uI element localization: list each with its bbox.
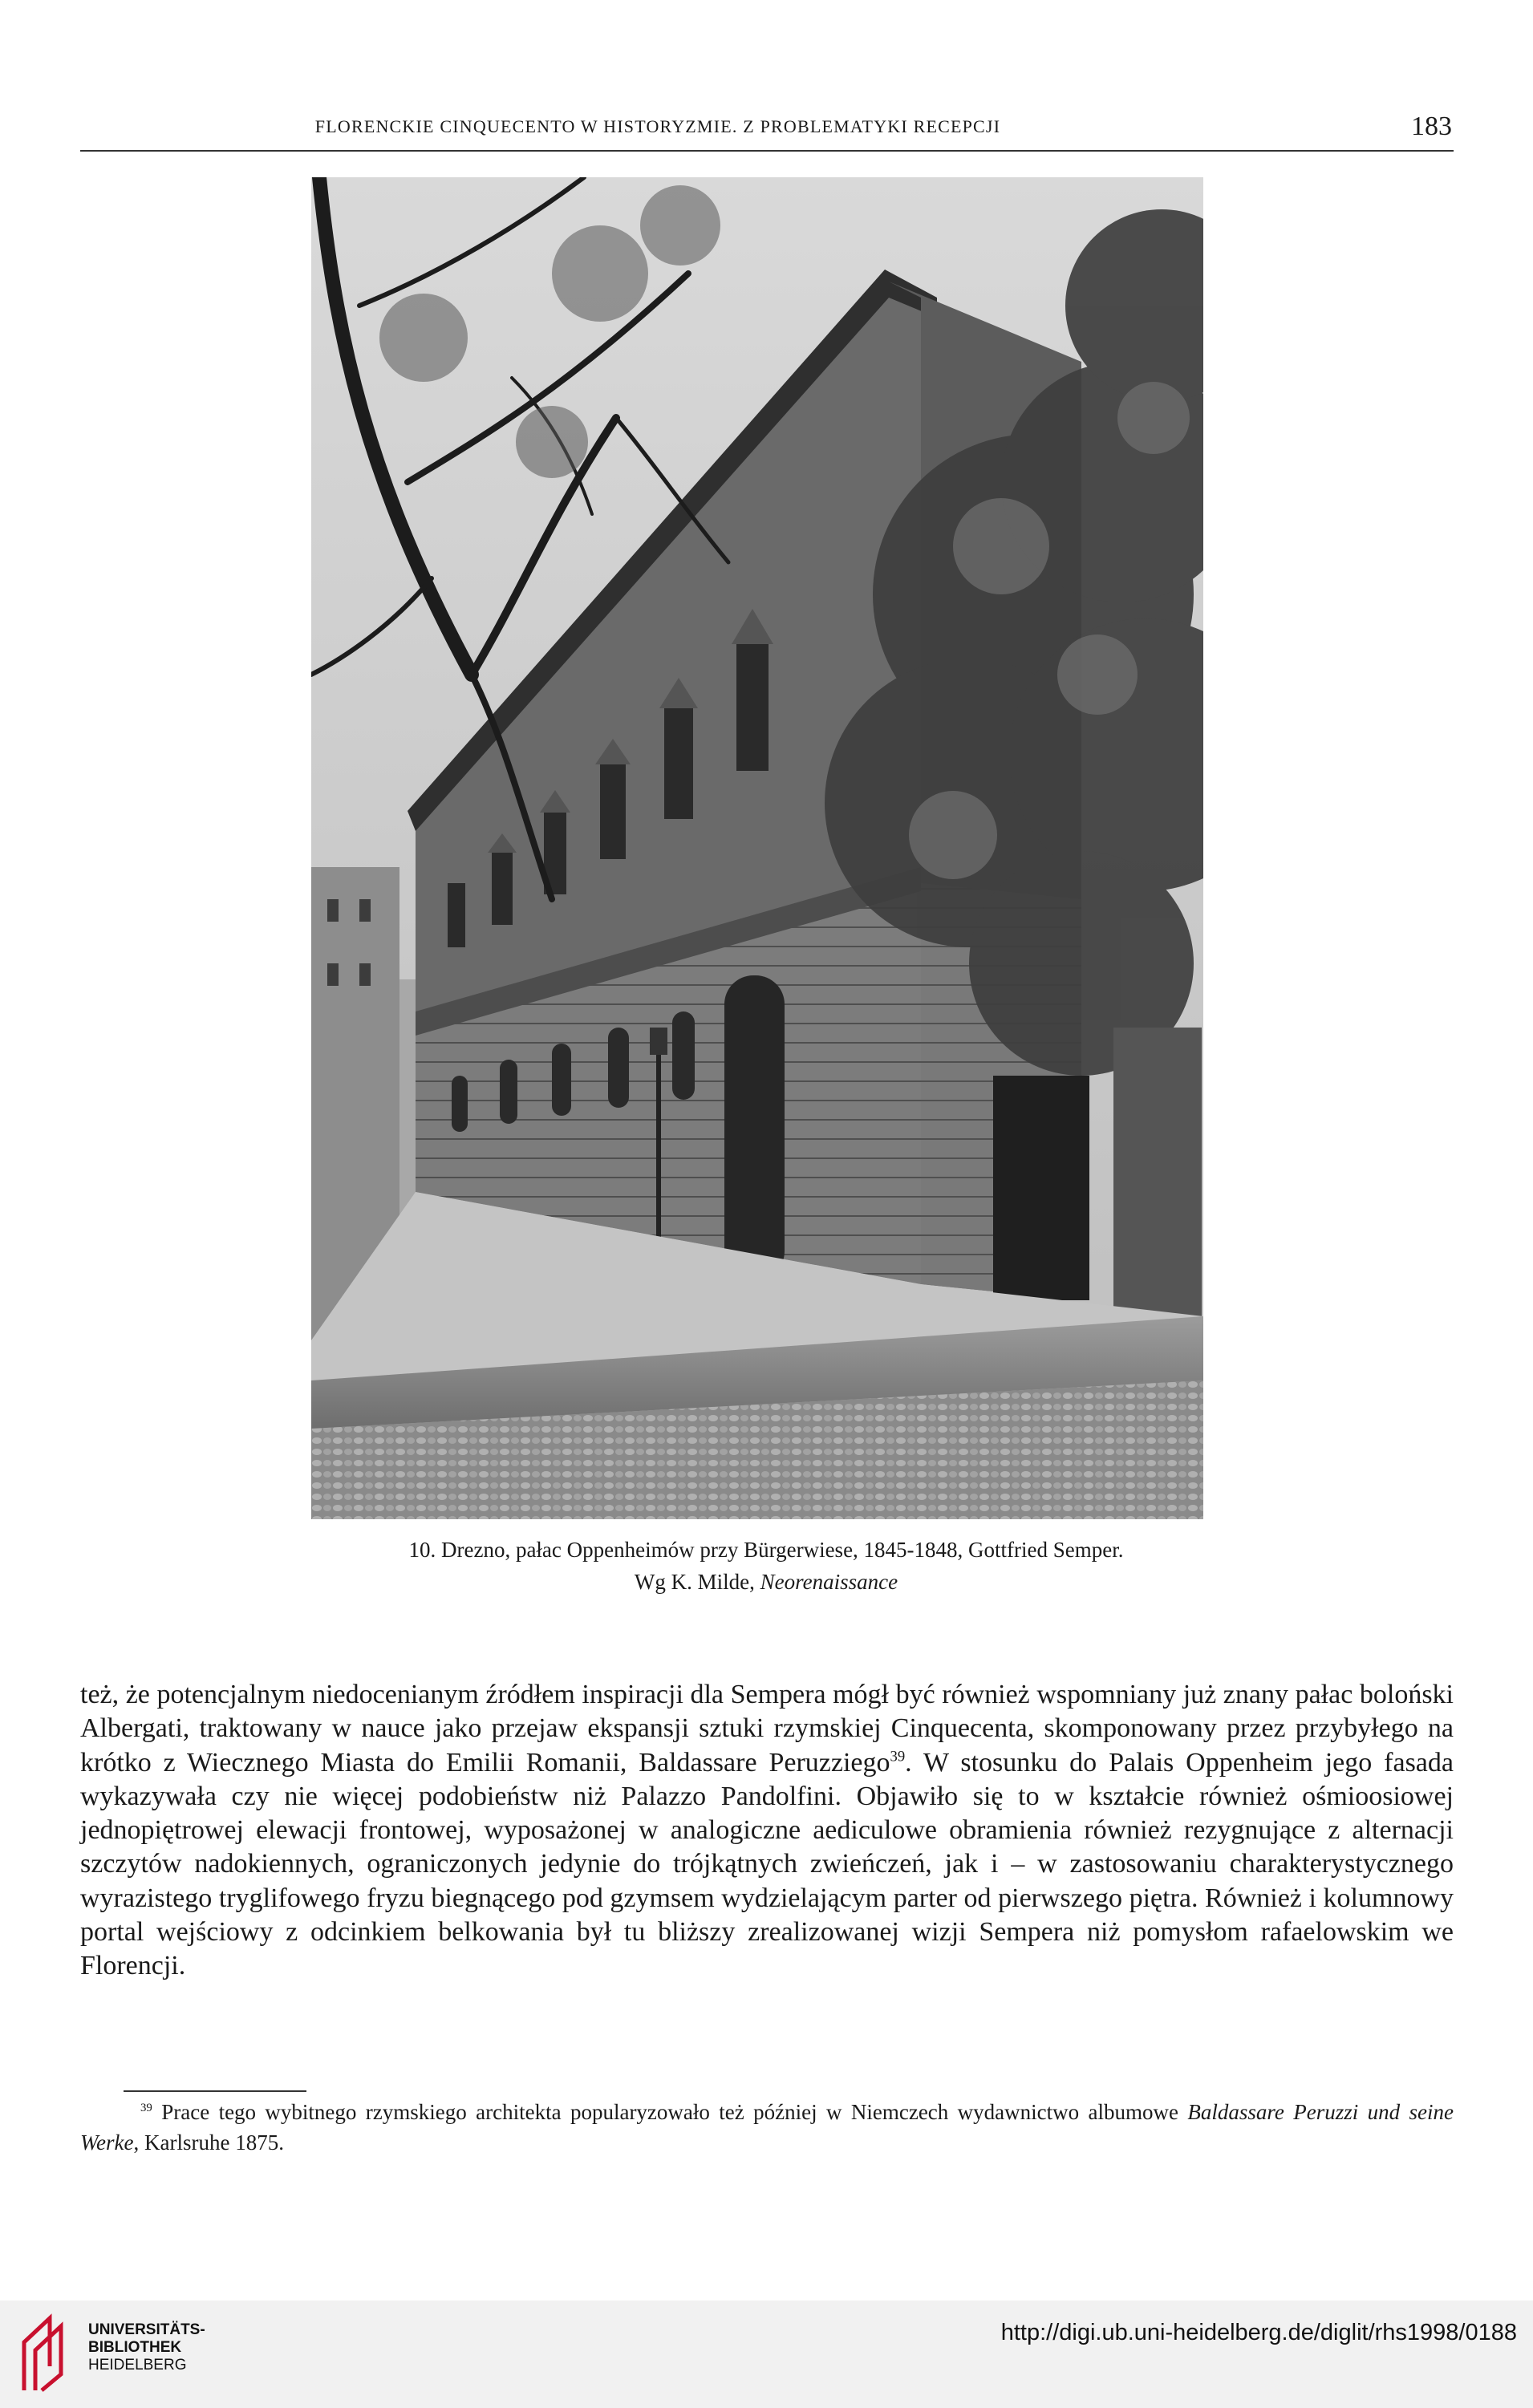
footnote-book-title: Baldassare Peruzzi und seine Werke bbox=[80, 2100, 1454, 2155]
figure-photo bbox=[311, 177, 1203, 1519]
figure-caption bbox=[241, 1534, 1292, 1598]
footnote-separator bbox=[124, 2090, 306, 2092]
footnote-number: 39 bbox=[140, 2102, 152, 2114]
body-paragraph bbox=[80, 1678, 1454, 1984]
running-header bbox=[80, 111, 1454, 152]
footnote bbox=[80, 2097, 1454, 2158]
footnote-text-part-1: Prace tego wybitnego rzymskiego architekta popularyzowało też później w Niemczech wydawnictwo albumowe bbox=[152, 2100, 1188, 2124]
running-title: FLORENCKIE CINQUECENTO W HISTORYZMIE. Z PROBLEMATYKI RECEPCJI bbox=[314, 116, 1001, 136]
library-name-line-1: UNIVERSITÄTS- bbox=[88, 2321, 205, 2338]
library-name-line-2: BIBLIOTHEK bbox=[88, 2339, 182, 2356]
source-url-link[interactable]: http://digi.ub.uni-heidelberg.de/diglit/rhs1998/0188 bbox=[1000, 2320, 1517, 2345]
caption-line-1: 10. Drezno, pałac Oppenheimów przy Bürgerwiese, 1845-1848, Gottfried Semper. bbox=[408, 1538, 1124, 1562]
body-text-part-2: . W stosunku do Palais Oppenheim jego fasada wykazywała czy nie więcej podobieństw niż Palazzo Pandolfini. Objawiło się to w kształcie również ośmioosiowej jednopiętrowej elewacji frontowej, wyposażonej w analogiczne aediculowe obramienia również rezygnujące z alternacji szczytów nadokiennych, ograniczonych jedynie do trójkątnych zwieńczeń, jak i – w zastosowaniu charakterystycznego wyrazistego tryglifowego fryzu biegnącego pod gzymsem wydzielającym parter od pierwszego piętra. Również i kolumnowy portal wejściowy z odcinkiem belkowania był tu bliższy zrealizowanej wizji Sempera niż pomysłom rafaelowskim we Florencji. bbox=[80, 1747, 1454, 1981]
footnote-text-part-2: , Karlsruhe 1875. bbox=[133, 2130, 284, 2155]
library-name bbox=[88, 2321, 205, 2374]
caption-book-title: Neorenaissance bbox=[760, 1570, 898, 1594]
body-text-part-1: też, że potencjalnym niedocenianym źródłem inspiracji dla Sempera mógł być również wspomniany już znany pałac boloński Albergati, traktowany w nauce jako przejaw ekspansji sztuki rzymskiej Cinquecenta, skomponowany przez przybyłego na krótko z Wiecznego Miasta do Emilii Romanii, Baldassare Peruzziego bbox=[80, 1680, 1454, 1778]
digitization-footer bbox=[0, 2301, 1533, 2408]
ub-heidelberg-logo-icon[interactable] bbox=[18, 2310, 71, 2395]
page-number: 183 bbox=[1411, 111, 1452, 141]
caption-credit: Wg K. Milde, bbox=[634, 1570, 760, 1594]
caption-line-2 bbox=[241, 1566, 1292, 1598]
palace-photo-illustration bbox=[311, 177, 1203, 1519]
footnote-reference[interactable]: 39 bbox=[890, 1748, 906, 1765]
library-name-line-3: HEIDELBERG bbox=[88, 2357, 187, 2374]
